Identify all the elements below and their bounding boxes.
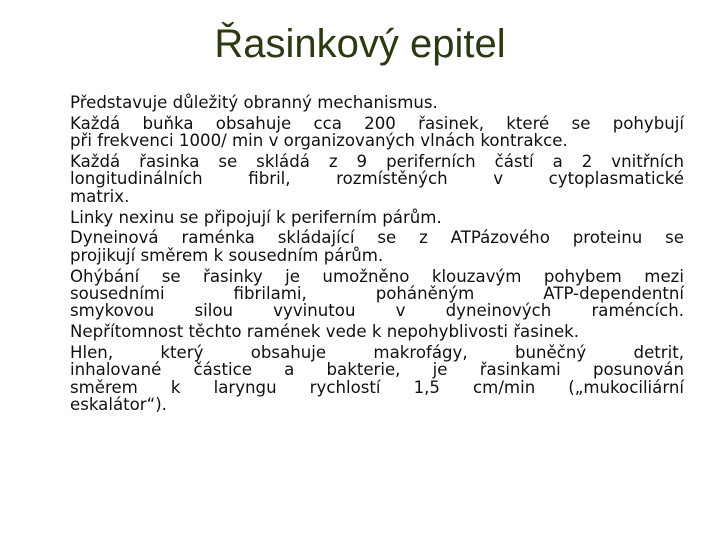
text-line: Každá řasinka se skládá z 9 periferních částí a 2 vnitřních [70, 152, 684, 171]
paragraph-defense-mechanism [70, 94, 684, 111]
text-line: inhalované částice a bakterie, je řasinkami posunován [70, 360, 684, 380]
text-line: sousedními fibrilami, poháněným ATP-dependentní [70, 284, 684, 304]
paragraph-nexin-links [70, 209, 684, 226]
text-line: eskalátor“). [70, 395, 167, 415]
paragraph-immotility [70, 323, 684, 340]
text-line: longitudinálních fibril, rozmístěných v cytoplasmatické [70, 169, 684, 189]
slide-body [70, 94, 684, 417]
paragraph-ciliary-bending [70, 268, 684, 320]
text-line: Linky nexinu se připojují k periferním párům. [70, 207, 442, 227]
text-line: Nepřítomnost těchto ramének vede k nepohyblivosti řasinek. [70, 322, 580, 342]
text-line: při frekvenci 1000/ min v organizovaných vlnách kontrakce. [70, 131, 568, 151]
text-line: Představuje důležitý obranný mechanismus. [70, 93, 438, 112]
text-line: Dyneinová raménka skládající se z ATPázového proteinu se [70, 228, 684, 248]
text-line: Každá buňka obsahuje cca 200 řasinek, které se pohybují [70, 113, 684, 133]
paragraph-cilium-structure [70, 153, 684, 205]
slide-title: Řasinkový epitel [214, 22, 506, 66]
text-line: matrix. [70, 186, 130, 206]
text-line: smykovou silou vyvinutou v dyneinových raméncích. [70, 301, 684, 321]
paragraph-cilia-count [70, 115, 684, 150]
text-line: směrem k laryngu rychlostí 1,5 cm/min („mukociliární [70, 377, 684, 397]
text-line: Hlen, který obsahuje makrofágy, buněčný detrit, [70, 343, 684, 363]
text-line: projikují směrem k sousedním párům. [70, 245, 384, 265]
paragraph-dynein-arms [70, 229, 684, 264]
paragraph-mucociliary-escalator [70, 344, 684, 414]
text-line: Ohýbání se řasinky je umožněno klouzavým pohybem mezi [70, 266, 684, 286]
